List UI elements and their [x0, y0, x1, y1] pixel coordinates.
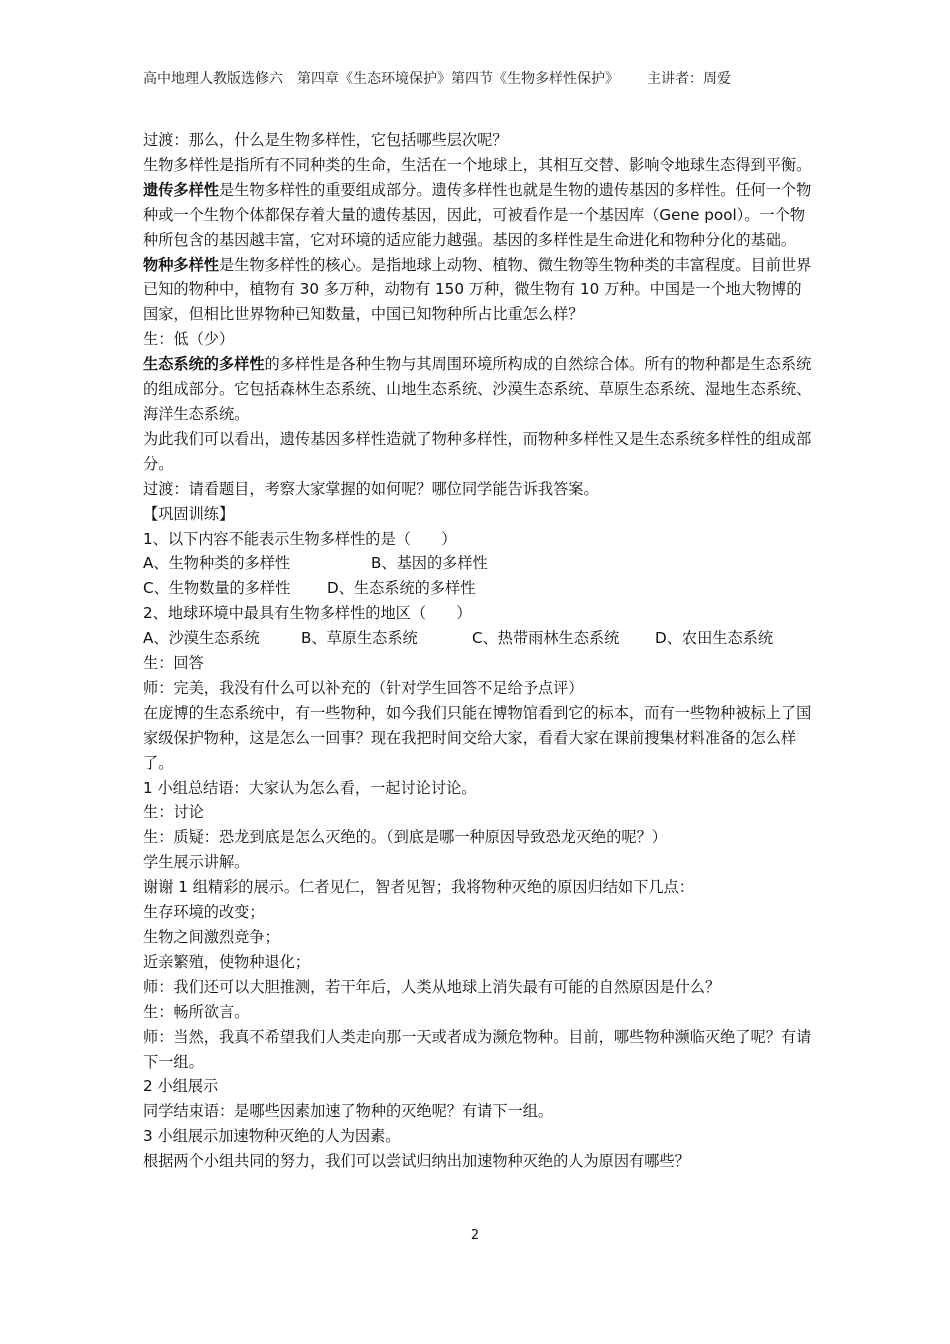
paragraph: 谢谢 1 组精彩的展示。仁者见仁，智者见智；我将物种灭绝的原因归结如下几点：: [143, 878, 694, 897]
paragraph: 在庞博的生态系统中，有一些物种，如今我们只能在博物馆看到它的标本，而有一些物种被标上了国家级保护物种，这是怎么一回事？现在我把时间交给大家，看看大家在课前搜集材料准备的怎么样了。: [143, 703, 812, 772]
paragraph: 2 小组展示: [143, 1077, 219, 1096]
option: D、农田生态系统: [655, 629, 774, 648]
term-ecosystem-diversity: 生态系统的多样性: [143, 355, 265, 374]
course-title: 高中地理人教版选修六 第四章《生态环境保护》第四节《生物多样性保护》: [143, 71, 619, 87]
option: C、热带雨林生态系统: [472, 629, 620, 648]
paragraph: 学生展示讲解。: [143, 853, 250, 872]
paragraph: 生物多样性是指所有不同种类的生命，生活在一个地球上，其相互交替、影响令地球生态得到平衡。: [143, 155, 812, 174]
paragraph: 师：完美，我没有什么可以补充的（针对学生回答不足给予点评）: [143, 678, 584, 697]
question-2: 2、地球环境中最具有生物多样性的地区（ ）: [143, 604, 472, 623]
question-1: 1、以下内容不能表示生物多样性的是（ ）: [143, 529, 457, 548]
option: B、基因的多样性: [371, 554, 488, 573]
paragraph: 为此我们可以看出，遗传基因多样性造就了物种多样性，而物种多样性又是生态系统多样性的组成部分。: [143, 429, 812, 473]
page-number: 2: [470, 1228, 480, 1243]
paragraph-species-diversity: [143, 253, 815, 328]
presenter-name: 主讲者：周爱: [647, 71, 731, 87]
page-header: [143, 68, 823, 88]
option: C、生物数量的多样性: [143, 579, 291, 598]
reason-item: 生存环境的改变；: [143, 903, 265, 922]
paragraph: 生：畅所欲言。: [143, 1002, 250, 1021]
question-1-options-row: [143, 551, 815, 576]
paragraph: 过渡：那么，什么是生物多样性，它包括哪些层次呢？: [143, 131, 508, 149]
term-species-diversity: 物种多样性: [143, 255, 219, 274]
term-genetic-diversity: 遗传多样性: [143, 180, 219, 199]
paragraph-ecosystem-diversity: [143, 352, 815, 427]
option: D、生态系统的多样性: [327, 579, 476, 598]
reason-item: 生物之间激烈竞争；: [143, 928, 280, 946]
option: B、草原生态系统: [301, 629, 418, 648]
document-body: [143, 128, 815, 1174]
definition-text: 是生物多样性的核心。是指地球上动物、植物、微生物等生物种类的丰富程度。目前世界已知的物种中，植物有 30 多万种，动物有 150 万种，微生物有 10 万种。中国是一个地大物博的国家，但相比世界物种已知数量，中国已知物种所占比重怎么样？: [143, 255, 812, 324]
paragraph: 3 小组展示加速物种灭绝的人为因素。: [143, 1127, 401, 1146]
definition-text: 的多样性是各种生物与其周围环境所构成的自然综合体。所有的物种都是生态系统的组成部分。它包括森林生态系统、山地生态系统、沙漠生态系统、草原生态系统、湿地生态系统、海洋生态系统。: [143, 355, 812, 423]
definition-text: 是生物多样性的重要组成部分。遗传多样性也就是生物的遗传基因的多样性。任何一个物种或一个生物个体都保存着大量的遗传基因，因此，可被看作是一个基因库（Gene pool）。一个物种所包含的基因越丰富，它对环境的适应能力越强。基因的多样性是生命进化和物种分化的基础。: [143, 180, 812, 249]
paragraph: 同学结束语：是哪些因素加速了物种的灭绝呢？有请下一组。: [143, 1102, 554, 1121]
paragraph: 师：我们还可以大胆推测，若干年后，人类从地球上消失最有可能的自然原因是什么？: [143, 977, 721, 996]
paragraph: 生：低（少）: [143, 330, 235, 349]
reason-item: 近亲繁殖，使物种退化；: [143, 952, 311, 971]
paragraph: 生：回答: [143, 654, 204, 673]
paragraph: 根据两个小组共同的努力，我们可以尝试归纳出加速物种灭绝的人为原因有哪些？: [143, 1152, 690, 1171]
paragraph: 过渡：请看题目，考察大家掌握的如何呢？哪位同学能告诉我答案。: [143, 479, 599, 498]
practice-heading: 【巩固训练】: [143, 504, 235, 523]
question-2-options-row: [143, 626, 815, 651]
paragraph-genetic-diversity: [143, 178, 815, 253]
paragraph: 1 小组总结语：大家认为怎么看，一起讨论讨论。: [143, 778, 477, 797]
paragraph: 生：质疑：恐龙到底是怎么灭绝的。（到底是哪一种原因导致恐龙灭绝的呢？）: [143, 828, 667, 847]
option: A、沙漠生态系统: [143, 629, 260, 648]
option: A、生物种类的多样性: [143, 554, 291, 573]
paragraph: 生：讨论: [143, 803, 204, 822]
question-1-options-row: [143, 576, 815, 601]
paragraph: 师：当然，我真不希望我们人类走向那一天或者成为濒危物种。目前，哪些物种濒临灭绝了呢？有请下一组。: [143, 1027, 812, 1071]
